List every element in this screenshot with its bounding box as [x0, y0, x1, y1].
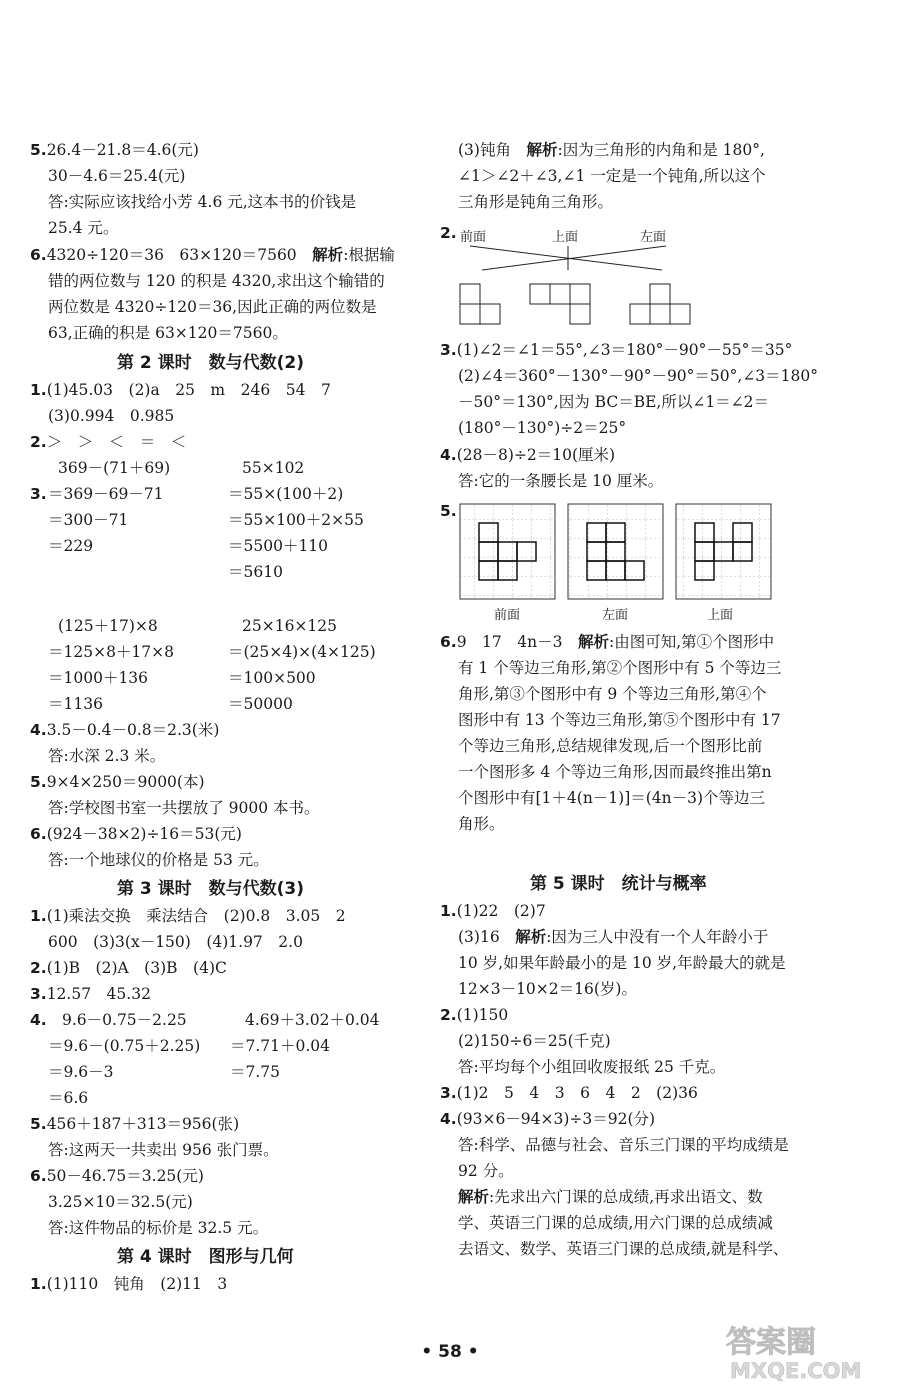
s5-q4-line4: 解析:先求出六门课的总成绩,再求出语文、数	[458, 1187, 763, 1206]
s5-q4-line5: 学、英语三门课的总成绩,用六门课的总成绩减	[458, 1214, 773, 1232]
view-shape-2	[530, 284, 590, 324]
r-cont-line3: 三角形是钝角三角形。	[458, 193, 614, 211]
matching-line	[470, 246, 662, 270]
s2-q4-line1: 4.3.5－0.4－0.8＝2.3(米)	[30, 721, 220, 739]
s2-q3-b2: ＝55×100＋2×55	[228, 511, 364, 529]
s3-q3-line1: 3.12.57 45.32	[30, 985, 151, 1003]
s5-q1-line1: 1.(1)22 (2)7	[440, 902, 546, 920]
grid-caption-left: 左面	[602, 608, 629, 623]
view-shape-3	[630, 284, 690, 324]
grid-caption-front: 前面	[494, 608, 521, 623]
r-q3-line2: (2)∠4＝360°－130°－90°－90°＝50°,∠3＝180°	[458, 367, 819, 385]
s2-q1-line1: 1.(1)45.03 (2)a 25 m 246 54 7	[30, 381, 331, 399]
s5-q1-line4: 12×3－10×2＝16(岁)。	[458, 980, 637, 998]
s2-q3-d1: ＝(25×4)×(4×125)	[228, 643, 376, 661]
s5-q4-line2: 答:科学、品德与社会、音乐三门课的平均成绩是	[458, 1136, 789, 1154]
s3-q4-a0: 9.6－0.75－2.25	[62, 1011, 187, 1029]
r-q6-line: 有 1 个等边三角形,第②个图形中有 5 个等边三	[458, 659, 782, 677]
q5-line1: 5.26.4－21.8＝4.6(元)	[30, 141, 199, 159]
s5-q1-line2: (3)16 解析:因为三人中没有一个人年龄小于	[458, 927, 769, 946]
s2-q2-line1: 2.＞ ＞ ＜ ＝ ＜	[30, 433, 187, 451]
matching-line	[482, 246, 666, 270]
s4-q1-line1: 1.(1)110 钝角 (2)11 3	[30, 1275, 228, 1293]
section-heading-3: 第 3 课时 数与代数(3)	[117, 879, 305, 899]
r-q2-num: 2.	[440, 224, 457, 242]
s2-q3-d3: ＝50000	[228, 695, 293, 713]
s3-q4-b2: ＝7.75	[230, 1063, 281, 1081]
q6-line2: 错的两位数与 120 的积是 4320,求出这个输错的	[48, 272, 385, 290]
s3-q4-a1: ＝9.6－(0.75＋2.25)	[48, 1037, 201, 1055]
r-q6-line: 一个图形多 4 个等边三角形,因而最终推出第n	[458, 763, 772, 781]
s3-q5-line2: 答:这两天一共卖出 956 张门票。	[48, 1141, 279, 1159]
s3-q6-line2: 3.25×10＝32.5(元)	[48, 1193, 193, 1211]
s3-q5-line1: 5.456＋187＋313＝956(张)	[30, 1115, 240, 1133]
r-q3-line4: (180°－130°)÷2＝25°	[458, 419, 627, 437]
grid-left	[568, 504, 663, 599]
s3-q6-line3: 答:这件物品的标价是 32.5 元。	[48, 1219, 269, 1237]
s2-q3-d0: 25×16×125	[242, 617, 338, 635]
s2-q3-c3: ＝1136	[48, 695, 103, 713]
q6-line4: 63,正确的积是 63×120＝7560。	[48, 324, 288, 342]
s3-q4-a2: ＝9.6－3	[48, 1063, 114, 1081]
section-heading-2: 第 2 课时 数与代数(2)	[117, 353, 305, 373]
s5-q1-line3: 10 岁,如果年龄最小的是 10 岁,年龄最大的就是	[458, 954, 786, 972]
watermark-url: MXQE.COM	[730, 1359, 862, 1383]
grid-top	[676, 504, 771, 599]
matching-views-figure	[440, 240, 700, 330]
s3-q4-b1: ＝7.71＋0.04	[230, 1037, 331, 1055]
q5-line2: 30－4.6＝25.4(元)	[48, 167, 186, 185]
s5-q2-line1: 2.(1)150	[440, 1006, 509, 1024]
r-q4-line1: 4.(28－8)÷2＝10(厘米)	[440, 446, 616, 464]
s2-q3-a2: ＝300－71	[48, 511, 129, 529]
s5-q2-line2: (2)150÷6＝25(千克)	[458, 1032, 611, 1050]
r-q6-line: 角形,第③个图形中有 9 个等边三角形,第④个	[458, 685, 767, 703]
grid-front	[460, 504, 555, 599]
r-cont-line2: ∠1＞∠2＋∠3,∠1 一定是一个钝角,所以这个	[458, 167, 766, 185]
s2-q5-line1: 5.9×4×250＝9000(本)	[30, 773, 205, 791]
s5-q3-line1: 3.(1)2 5 4 3 6 4 2 (2)36	[440, 1084, 698, 1102]
page-number: • 58 •	[421, 1342, 479, 1362]
r-q3-line3: －50°＝130°,因为 BC＝BE,所以∠1＝∠2＝	[458, 393, 770, 411]
s3-q6-line1: 6.50－46.75＝3.25(元)	[30, 1167, 204, 1185]
s2-q3-d2: ＝100×500	[228, 669, 316, 687]
s3-q4-b0: 4.69＋3.02＋0.04	[245, 1011, 380, 1029]
r-q3-line1: 3.(1)∠2＝∠1＝55°,∠3＝180°－90°－55°＝35°	[440, 341, 793, 359]
q6-line1: 6.4320÷120＝36 63×120＝7560 解析:根据输	[30, 245, 395, 264]
r-q6-line: 图形中有 13 个等边三角形,第⑤个图形中有 17	[458, 711, 781, 729]
q6-line3: 两位数是 4320÷120＝36,因此正确的两位数是	[48, 298, 377, 316]
s3-q1-line1: 1.(1)乘法交换 乘法结合 (2)0.8 3.05 2	[30, 907, 346, 925]
s3-q4-num: 4.	[30, 1011, 47, 1029]
s3-q2-line1: 2.(1)B (2)A (3)B (4)C	[30, 959, 227, 977]
grid-caption-top: 上面	[707, 608, 734, 623]
s5-q4-line3: 92 分。	[458, 1162, 514, 1180]
s3-q4-a3: ＝6.6	[48, 1089, 89, 1107]
s5-q4-line1: 4.(93×6－94×3)÷3＝92(分)	[440, 1110, 656, 1128]
r-cont-line1: (3)钝角 解析:因为三角形的内角和是 180°,	[458, 140, 765, 159]
s2-q3-b3: ＝5500＋110	[228, 537, 329, 555]
r-q6-line1: 6.9 17 4n－3 解析:由图可知,第①个图形中	[440, 632, 775, 651]
three-views-grids	[455, 500, 775, 600]
s2-q3-c0: (125＋17)×8	[58, 617, 158, 635]
r-q6-line: 个图形中有[1＋4(n－1)]＝(4n－3)个等边三	[458, 789, 766, 807]
watermark-logo	[716, 1318, 894, 1384]
r-q5-num: 5.	[440, 502, 457, 520]
r-q4-line2: 答:它的一条腰长是 10 厘米。	[458, 472, 664, 490]
s2-q5-line2: 答:学校图书室一共摆放了 9000 本书。	[48, 799, 320, 817]
watermark-title: 答案圈	[726, 1325, 816, 1360]
s2-q3-a1: ＝369－69－71	[48, 485, 164, 503]
s5-q2-line3: 答:平均每个小组回收废报纸 25 千克。	[458, 1058, 726, 1076]
view-shape-1	[460, 284, 500, 324]
s2-q3-c2: ＝1000＋136	[48, 669, 149, 687]
s2-q1-line2: (3)0.994 0.985	[48, 407, 175, 425]
s2-q3-b4: ＝5610	[228, 563, 283, 581]
s2-q6-line2: 答:一个地球仪的价格是 53 元。	[48, 851, 269, 869]
section-heading-5: 第 5 课时 统计与概率	[530, 874, 707, 894]
r-q6-line: 个等边三角形,总结规律发现,后一个图形比前	[458, 737, 763, 755]
r-q2-label-front: 前面	[460, 230, 487, 245]
r-q2-label-left: 左面	[640, 230, 667, 245]
q5-line4: 25.4 元。	[48, 219, 119, 237]
section-heading-4: 第 4 课时 图形与几何	[117, 1247, 294, 1267]
r-q6-line: 角形。	[458, 815, 505, 833]
s2-q3-num: 3.	[30, 485, 47, 503]
s2-q3-a3: ＝229	[48, 537, 94, 555]
s5-q4-line6: 去语文、数学、英语三门课的总成绩,就是科学、	[458, 1240, 789, 1258]
s2-q3-b1: ＝55×(100＋2)	[228, 485, 344, 503]
s2-q3-b0: 55×102	[242, 459, 305, 477]
s2-q4-line2: 答:水深 2.3 米。	[48, 747, 166, 765]
r-q2-label-top: 上面	[552, 230, 579, 245]
q5-line3: 答:实际应该找给小芳 4.6 元,这本书的价钱是	[48, 193, 357, 211]
s2-q6-line1: 6.(924－38×2)÷16＝53(元)	[30, 825, 242, 843]
s2-q3-c1: ＝125×8＋17×8	[48, 643, 175, 661]
s3-q1-line2: 600 (3)3(x－150) (4)1.97 2.0	[48, 933, 303, 951]
s2-q3-a0: 369－(71＋69)	[58, 459, 171, 477]
